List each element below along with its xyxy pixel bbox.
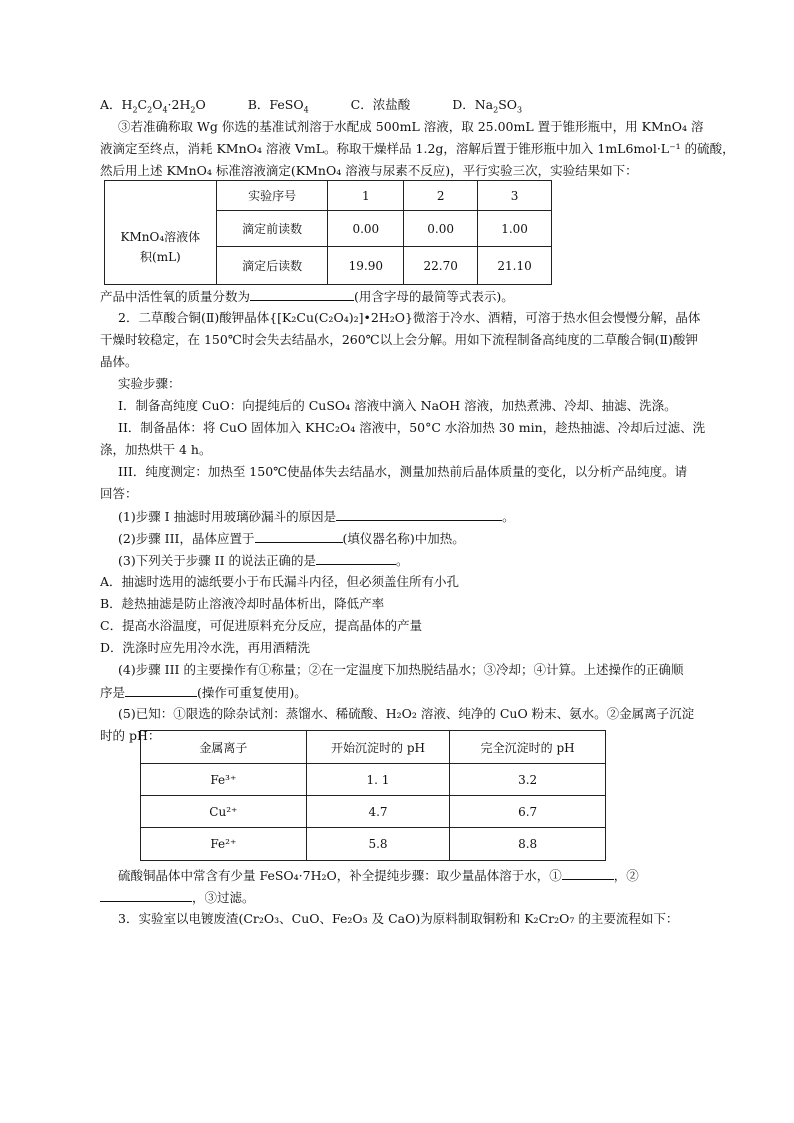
- option-d: D．洗涤时应先用冷水洗，再用酒精洗: [100, 640, 311, 655]
- table-cell: 3.2: [450, 764, 606, 796]
- table-cell: 开始沉淀时的 pH: [306, 731, 450, 764]
- step-2-cont: 涤，加热烘干 4 h。: [100, 442, 212, 457]
- table-cell: 滴定前读数: [216, 211, 328, 247]
- step-3: III．纯度测定：加热至 150℃使晶体失去结晶水，测量加热前后晶体质量的变化，以分析产品纯度。请: [118, 464, 688, 479]
- paragraph-line: 干燥时较稳定，在 150℃时会失去结晶水，260℃以上会分解。用如下流程制备高纯度的二草酸合铜(Ⅱ)酸钾: [100, 332, 698, 347]
- answer-blank[interactable]: [255, 529, 343, 543]
- table-row: [141, 828, 606, 861]
- table-cell: 19.90: [328, 247, 404, 285]
- table-cell: 2: [404, 181, 478, 211]
- table-cell: 4.7: [306, 796, 450, 828]
- step-3-cont: 回答：: [100, 486, 138, 501]
- answer-blank[interactable]: [316, 551, 396, 565]
- paragraph-line: 晶体。: [100, 354, 138, 369]
- table-cell: 8.8: [450, 828, 606, 861]
- table-cell: 滴定后读数: [216, 247, 328, 285]
- step-2: II．制备晶体：将 CuO 固体加入 KHC₂O₄ 溶液中，50°C 水浴加热 30 min，趁热抽滤、冷却后过滤、洗: [118, 420, 706, 435]
- paragraph-line: 然后用上述 KMnO₄ 标准溶液滴定(KMnO₄ 溶液与尿素不反应)，平行实验三次，实验结果如下：: [100, 163, 638, 178]
- step-1: I．制备高纯度 CuO：向提纯后的 CuSO₄ 溶液中滴入 NaOH 溶液，加热煮沸、冷却、抽滤、洗涤。: [118, 398, 677, 413]
- question-2: (2)步骤 III，晶体应置于 (填仪器名称)中加热。: [118, 531, 465, 546]
- table-row: [141, 796, 606, 828]
- option-b: B．趁热抽滤是防止溶液冷却时晶体析出，降低产率: [100, 596, 385, 611]
- table-row: [141, 764, 606, 796]
- answer-blank[interactable]: [100, 888, 192, 902]
- table-row: [105, 181, 552, 211]
- table-row: [105, 211, 552, 247]
- option-c: C．提高水浴温度，可促进原料充分反应，提高晶体的产量: [100, 618, 423, 633]
- table-cell: 完全沉淀时的 pH: [450, 731, 606, 764]
- table-cell: 1.00: [478, 211, 552, 247]
- question-5: (5)已知：①限选的除杂试剂：蒸馏水、稀硫酸、H₂O₂ 溶液、纯净的 CuO 粉末、氨水。②金属离子沉淀: [118, 706, 695, 721]
- purify-steps: 硫酸铜晶体中常含有少量 FeSO₄·7H₂O，补全提纯步骤：取少量晶体溶于水，① ，②: [118, 868, 639, 883]
- choice-options-line: A．$H_2C_2O_4\cdot 2H_2O$ B．FeSO$_4$ C．浓盐酸 D．$Na_2SO_3$: [100, 97, 523, 115]
- question-5-cont: 时的 pH：: [100, 728, 161, 743]
- table-cell: 3: [478, 181, 552, 211]
- answer-blank[interactable]: [250, 287, 354, 301]
- table-cell: Fe²⁺: [141, 828, 307, 861]
- table-row-label: KMnO₄溶液体 积(mL): [105, 211, 217, 285]
- question-1: (1)步骤 I 抽滤时用玻璃砂漏斗的原因是 。: [118, 509, 515, 524]
- table-cell: Cu²⁺: [141, 796, 307, 828]
- steps-title: 实验步骤：: [118, 376, 181, 391]
- table-cell: 0.00: [404, 211, 478, 247]
- table-cell: 1. 1: [306, 764, 450, 796]
- purify-steps-cont: ，③过滤。: [100, 888, 255, 907]
- table-cell: 21.10: [478, 247, 552, 285]
- question-3: (3)下列关于步骤 II 的说法正确的是 。: [118, 553, 409, 568]
- question-4: (4)步骤 III 的主要操作有①称量；②在一定温度下加热脱结晶水；③冷却；④计算。上述操作的正确顺: [118, 662, 684, 677]
- paragraph-line: 2．二草酸合铜(Ⅱ)酸钾晶体{[K₂Cu(C₂O₄)₂]•2H₂O}微溶于冷水、酒精，可溶于热水但会慢慢分解，晶体: [118, 310, 701, 325]
- paragraph-line: ③若准确称取 Wg 你选的基准试剂溶于水配成 500mL 溶液，取 25.00mL 置于锥形瓶中，用 KMnO₄ 溶: [118, 119, 704, 134]
- question-4-cont: 序是 (操作可重复使用)。: [100, 685, 307, 700]
- answer-blank[interactable]: [125, 683, 197, 697]
- active-oxygen-question: 产品中活性氧的质量分数为 (用含字母的最简等式表示)。: [100, 289, 514, 304]
- table-cell: 金属离子: [141, 731, 307, 764]
- titration-table: [104, 180, 552, 285]
- table-cell: 0.00: [328, 211, 404, 247]
- table-row: [141, 731, 606, 764]
- paragraph-line: 液滴定至终点，消耗 KMnO₄ 溶液 VmL。称取干燥样品 1.2g，溶解后置于锥形瓶中加入 1mL6mol·L⁻¹ 的硫酸，: [100, 141, 735, 156]
- answer-blank[interactable]: [336, 507, 502, 521]
- ph-table: [140, 730, 606, 861]
- table-cell: 22.70: [404, 247, 478, 285]
- table-cell: 6.7: [450, 796, 606, 828]
- answer-blank[interactable]: [562, 866, 614, 880]
- table-cell: 5.8: [306, 828, 450, 861]
- option-a: A．抽滤时选用的滤纸要小于布氏漏斗内径，但必须盖住所有小孔: [100, 574, 460, 589]
- table-cell: 1: [328, 181, 404, 211]
- table-cell: Fe³⁺: [141, 764, 307, 796]
- question-3-intro: 3．实验室以电镀废渣(Cr₂O₃、CuO、Fe₂O₃ 及 CaO)为原料制取铜粉和 K₂Cr₂O₇ 的主要流程如下：: [118, 911, 679, 926]
- table-cell: 实验序号: [216, 181, 328, 211]
